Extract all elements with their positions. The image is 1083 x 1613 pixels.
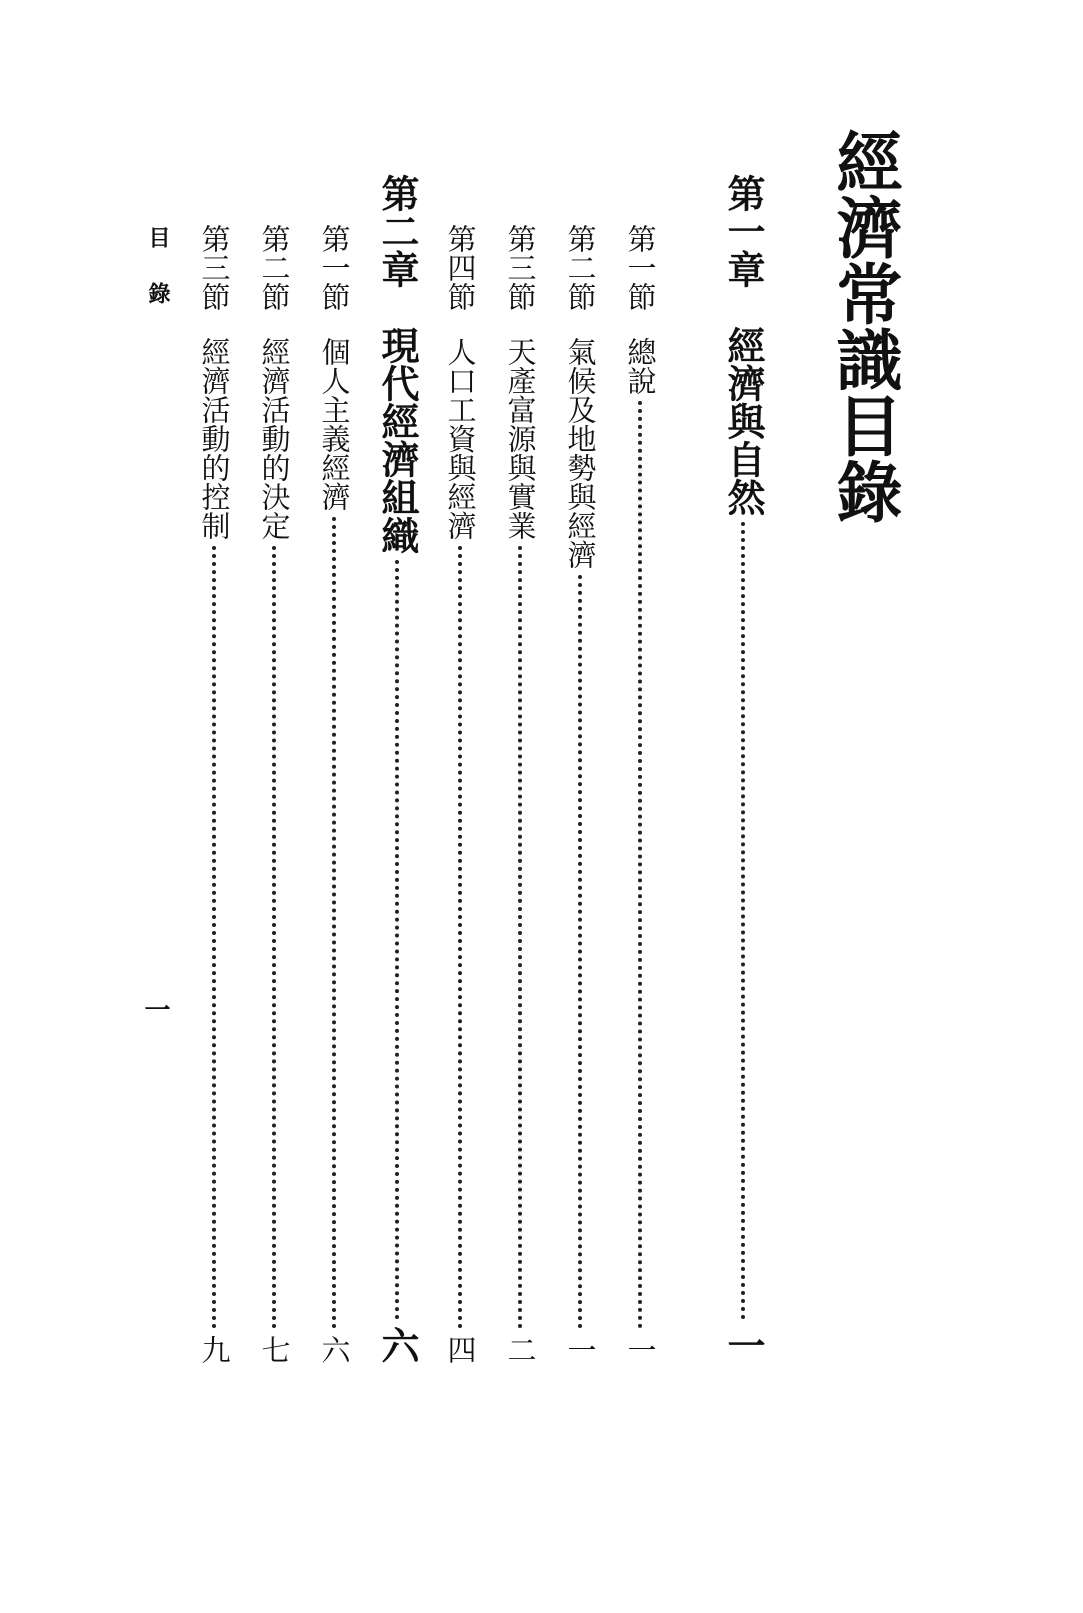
chapter-title: 現代經濟組織 xyxy=(375,326,420,554)
section-title: 天產富源與實業 xyxy=(503,337,538,540)
section-number: 第三節 xyxy=(503,224,538,311)
dot-leader xyxy=(518,546,522,1329)
page-number: 二 xyxy=(503,1335,538,1364)
section-title: 人口工資與經濟 xyxy=(443,337,478,540)
running-head: 目錄 xyxy=(145,226,171,338)
section-number: 第四節 xyxy=(443,224,478,311)
toc-section-2-3[interactable] xyxy=(192,224,236,1364)
dot-leader xyxy=(212,546,216,1329)
toc-section-1-1[interactable] xyxy=(618,224,662,1364)
page-number: 一 xyxy=(623,1335,658,1364)
page-number: 四 xyxy=(443,1335,478,1364)
section-title: 經濟活動的控制 xyxy=(197,337,232,540)
section-title: 氣候及地勢與經濟 xyxy=(563,337,598,569)
page-number: 九 xyxy=(197,1335,232,1364)
dot-leader xyxy=(578,575,582,1329)
dot-leader xyxy=(332,517,336,1329)
toc-section-2-1[interactable] xyxy=(312,224,356,1364)
page-number: 六 xyxy=(317,1335,352,1364)
section-number: 第一節 xyxy=(623,224,658,311)
section-title: 個人主義經濟 xyxy=(317,337,352,511)
dot-leader xyxy=(458,546,462,1329)
chapter-number: 第二章 xyxy=(375,174,420,288)
folio-number: 一 xyxy=(140,996,170,1022)
toc-section-1-2[interactable] xyxy=(558,224,602,1364)
page-title: 經濟常識目錄 xyxy=(825,128,903,524)
section-number: 第三節 xyxy=(197,224,232,311)
toc-section-2-2[interactable] xyxy=(252,224,296,1364)
section-number: 第二節 xyxy=(257,224,292,311)
toc-chapter-1[interactable] xyxy=(716,174,770,1364)
page-number: 七 xyxy=(257,1335,292,1364)
page-number: 六 xyxy=(375,1326,420,1364)
toc-chapter-2[interactable] xyxy=(370,174,424,1364)
section-title: 經濟活動的決定 xyxy=(257,337,292,540)
section-number: 第二節 xyxy=(563,224,598,311)
dot-leader xyxy=(272,546,276,1329)
page-number: 一 xyxy=(721,1326,766,1364)
section-title: 總說 xyxy=(623,337,658,395)
dot-leader xyxy=(638,401,642,1329)
toc-section-1-3[interactable] xyxy=(498,224,542,1364)
dot-leader xyxy=(741,522,745,1320)
page-number: 一 xyxy=(563,1335,598,1364)
toc-section-1-4[interactable] xyxy=(438,224,482,1364)
dot-leader xyxy=(395,560,399,1320)
section-number: 第一節 xyxy=(317,224,352,311)
chapter-title: 經濟與自然 xyxy=(721,326,766,516)
chapter-number: 第一章 xyxy=(721,174,766,288)
